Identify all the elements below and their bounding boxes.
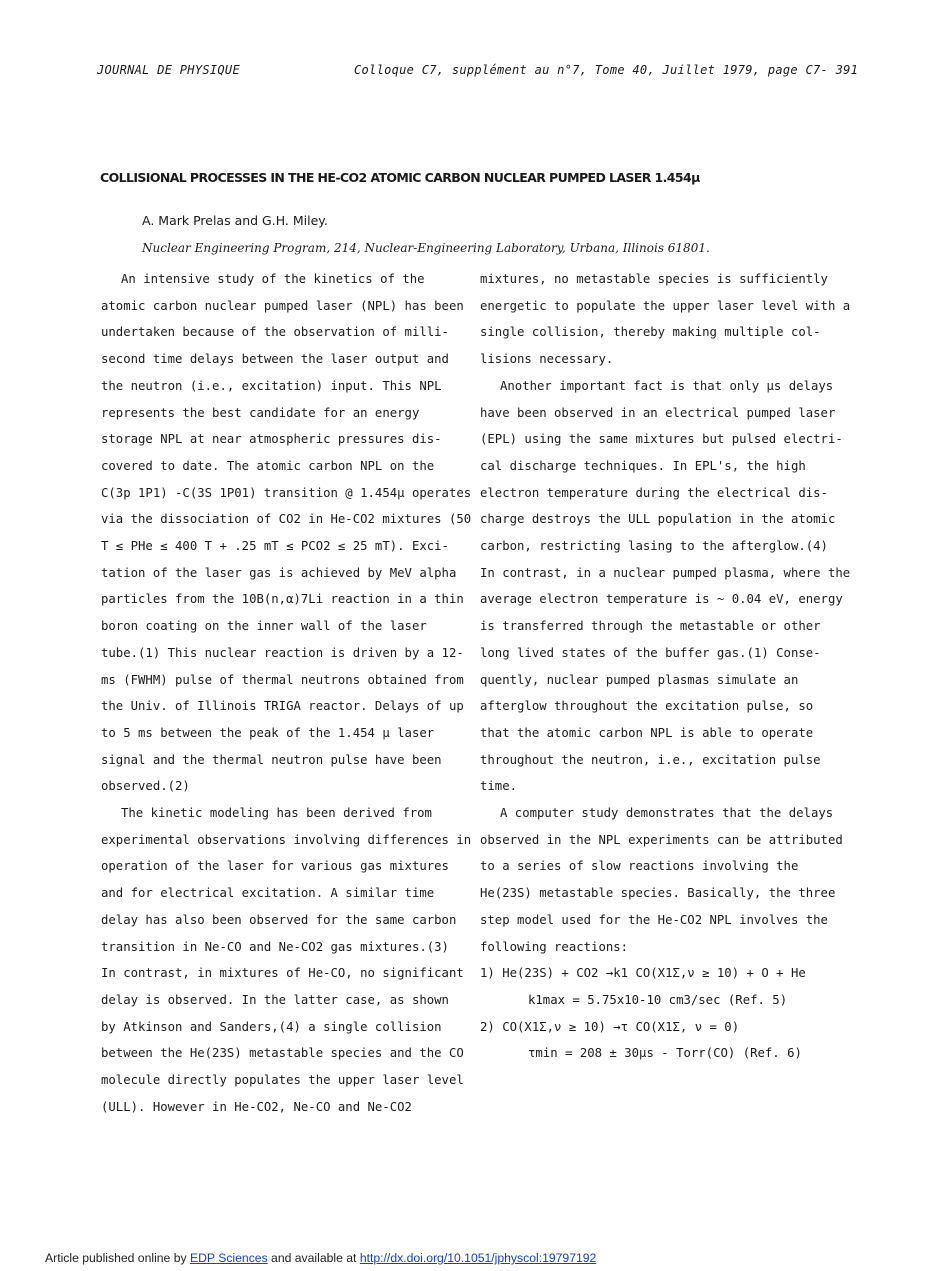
reaction-2: 2) CO(X1Σ,ν ≥ 10) →τ CO(X1Σ, ν = 0) [480, 1019, 740, 1034]
publisher-link[interactable]: EDP Sciences [189, 1251, 268, 1265]
text-line: atomic carbon nuclear pumped laser (NPL) has been [101, 298, 464, 313]
text-line: delay has also been observed for the same carbon [101, 912, 457, 927]
text-line: (EPL) using the same mixtures but pulsed electri- [480, 432, 843, 447]
text-line: via the dissociation of CO2 in He-CO2 mixtures (50 [101, 512, 472, 527]
text-line: T ≤ PHe ≤ 400 T + .25 mT ≤ PCO2 ≤ 25 mT). Exci- [101, 539, 449, 554]
text-line: energetic to populate the upper laser level with a [480, 298, 851, 313]
text-line: is transferred through the metastable or other [480, 619, 821, 634]
text-line: time. [480, 779, 518, 794]
text-line: represents the best candidate for an energy [101, 405, 420, 420]
text-line: to 5 ms between the peak of the 1.454 μ laser [101, 725, 435, 740]
text-line: quently, nuclear pumped plasmas simulate an [480, 672, 799, 687]
text-line: tube.(1) This nuclear reaction is driven by a 12- [101, 645, 464, 660]
reaction-1-rate: k1max = 5.75x10-10 cm3/sec (Ref. 5) [528, 992, 788, 1007]
text-line: delay is observed. In the latter case, as shown [101, 992, 449, 1007]
text-line: observed in the NPL experiments can be attributed [480, 832, 843, 847]
text-line: electron temperature during the electrical dis- [480, 485, 828, 500]
text-line: operation of the laser for various gas mixtures [101, 859, 449, 874]
right-column [480, 266, 851, 1067]
text-line: He(23S) metastable species. Basically, the three [480, 886, 836, 901]
text-line: to a series of slow reactions involving the [480, 859, 799, 874]
text-line: The kinetic modeling has been derived from [121, 806, 432, 821]
text-line: charge destroys the ULL population in the atomic [480, 512, 836, 527]
text-line: mixtures, no metastable species is sufficiently [480, 272, 828, 286]
text-line: tation of the laser gas is achieved by MeV alpha [101, 565, 457, 580]
text-line: Another important fact is that only μs delays [500, 378, 834, 393]
text-line: storage NPL at near atmospheric pressures dis- [101, 432, 442, 447]
text-line: C(3p 1P1) -C(3S 1P01) transition @ 1.454μ operates [101, 485, 472, 500]
text-line: single collision, thereby making multiple col- [480, 325, 821, 340]
colloque-info: Colloque C7, supplément au n°7, Tome 40, Juillet 1979, page C7- 391 [354, 63, 859, 77]
text-line: and for electrical excitation. A similar time [101, 886, 435, 901]
footer-middle: and available at [267, 1251, 360, 1265]
text-line: In contrast, in a nuclear pumped plasma, where the [480, 565, 851, 580]
text-line: have been observed in an electrical pumped laser [480, 405, 836, 420]
text-line: between the He(23S) metastable species and the CO [101, 1046, 464, 1061]
text-line: that the atomic carbon NPL is able to operate [480, 725, 814, 740]
text-line: molecule directly populates the upper laser level [101, 1073, 464, 1088]
text-line: long lived states of the buffer gas.(1) Conse- [480, 645, 821, 660]
text-line: ms (FWHM) pulse of thermal neutrons obtained from [101, 672, 464, 687]
reaction-1: 1) He(23S) + CO2 →k1 CO(X1Σ,ν ≥ 10) + O + He [480, 966, 806, 981]
text-line: signal and the thermal neutron pulse have been [101, 752, 442, 767]
text-line: (ULL). However in He-CO2, Ne-CO and Ne-CO2 [101, 1099, 412, 1114]
text-line: undertaken because of the observation of milli- [101, 325, 449, 340]
text-line: boron coating on the inner wall of the laser [101, 619, 427, 634]
reaction-2-lifetime: τmin = 208 ± 30μs - Torr(CO) (Ref. 6) [528, 1046, 802, 1061]
text-line: observed.(2) [101, 779, 190, 794]
text-line: covered to date. The atomic carbon NPL on the [101, 458, 435, 473]
footer [45, 1251, 596, 1265]
text-line: average electron temperature is ~ 0.04 eV, energy [480, 592, 843, 607]
text-line: the Univ. of Illinois TRIGA reactor. Delays of up [101, 699, 464, 714]
text-line: In contrast, in mixtures of He-CO, no significant [101, 966, 464, 981]
text-line: cal discharge techniques. In EPL's, the high [480, 458, 806, 473]
text-line: the neutron (i.e., excitation) input. This NPL [101, 378, 442, 393]
affiliation: Nuclear Engineering Program, 214, Nuclear-Engineering Laboratory, Urbana, Illinois 61801. [142, 241, 710, 255]
left-column [101, 266, 472, 1121]
text-line: transition in Ne-CO and Ne-CO2 gas mixtures.(3) [101, 939, 449, 954]
journal-name: JOURNAL DE PHYSIQUE [97, 63, 240, 77]
text-line: step model used for the He-CO2 NPL involves the [480, 912, 828, 927]
paper-title: COLLISIONAL PROCESSES IN THE HE-CO2 ATOMIC CARBON NUCLEAR PUMPED LASER 1.454μ [100, 170, 700, 185]
text-line: following reactions: [480, 939, 629, 954]
text-line: lisions necessary. [480, 352, 614, 367]
text-line: afterglow throughout the excitation pulse, so [480, 699, 814, 714]
text-line: An intensive study of the kinetics of the [121, 272, 425, 286]
text-line: second time delays between the laser output and [101, 352, 449, 367]
authors: A. Mark Prelas and G.H. Miley. [142, 213, 328, 228]
text-line: experimental observations involving differences in [101, 832, 472, 847]
text-line: A computer study demonstrates that the delays [500, 806, 834, 821]
text-line: particles from the 10B(n,α)7Li reaction in a thin [101, 592, 464, 607]
text-line: throughout the neutron, i.e., excitation pulse [480, 752, 821, 767]
text-line: by Atkinson and Sanders,(4) a single collision [101, 1019, 442, 1034]
text-line: carbon, restricting lasing to the afterglow.(4) [480, 539, 828, 554]
footer-prefix: Article published online by [45, 1251, 190, 1265]
doi-link[interactable]: http://dx.doi.org/10.1051/jphyscol:19797192 [359, 1251, 597, 1265]
